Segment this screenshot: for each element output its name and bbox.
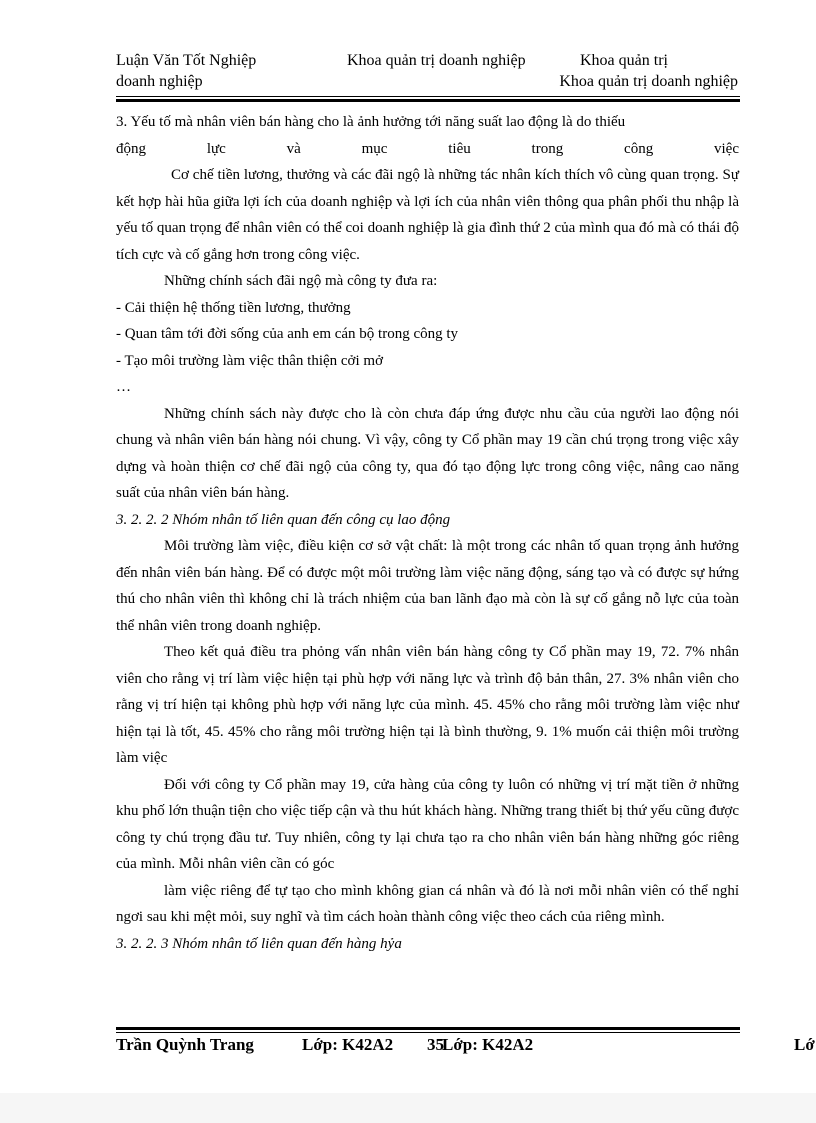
footer-class: Lớp: K42A2 <box>302 1035 394 1054</box>
paragraph-8: làm việc riêng để tự tạo cho mình không gian cá nhân và đó là nơi mỗi nhân viên có thể nghỉ ngơi sau khi mệt mỏi, suy nghĩ và tìm cách hoàn thành công việc theo cách của riêng mình. <box>116 882 739 925</box>
paragraph-1-line-b: động lực và mục tiêu trong công việc <box>116 140 739 157</box>
page-bottom-band <box>0 1093 816 1123</box>
paragraph-4: Những chính sách này được cho là còn chưa đáp ứng được nhu cầu của người lao động nói chung và nhân viên bán hàng nói chung. Vì vậy, công ty Cổ phần may 19 cần chú trọng trong việc xây dựng và hoàn thiện cơ chế đãi ngộ của công ty, qua đó tạo động lực trong công việc, nâng cao năng suất của nhân viên bán hàng. <box>116 405 739 501</box>
header-department-repeat: Khoa quản trị <box>580 52 668 69</box>
footer-class-cut: Lớ <box>794 1035 815 1054</box>
footer-rule-thick <box>116 1027 740 1030</box>
footer-rule-thin <box>116 1032 740 1033</box>
list-item-1: - Cải thiện hệ thống tiền lương, thưởng <box>116 299 351 316</box>
list-item-2: - Quan tâm tới đời sống của anh em cán bộ trong công ty <box>116 326 459 342</box>
footer-author: Trần Quỳnh Trang <box>116 1035 254 1054</box>
header-department-right: Khoa quản trị doanh nghiệp <box>559 73 738 90</box>
page-number: 35 <box>427 1035 444 1054</box>
document-body <box>116 109 739 957</box>
ellipsis: … <box>116 379 131 395</box>
paragraph-3: Những chính sách đãi ngộ mà công ty đưa ra: <box>164 273 438 289</box>
header-department: Khoa quản trị doanh nghiệp <box>347 52 526 69</box>
section-heading-3-2-2-2: 3. 2. 2. 2 Nhóm nhân tố liên quan đến công cụ lao động <box>116 511 451 528</box>
header-title-left: Luận Văn Tốt Nghiệp <box>116 52 257 69</box>
section-heading-3-2-2-3: 3. 2. 2. 3 Nhóm nhân tố liên quan đến hàng hỷa <box>116 935 402 952</box>
paragraph-1-line-a: 3. Yếu tố mà nhân viên bán hàng cho là ảnh hưởng tới năng suất lao động là do thiếu <box>116 114 626 130</box>
paragraph-5: Môi trường làm việc, điều kiện cơ sở vật chất: là một trong các nhân tố quan trọng ảnh hưởng đến nhân viên bán hàng. Để có được một môi trường làm việc năng động, sáng tạo và có được sự hứng thú cho nhân viên thì không chỉ là trách nhiệm của ban lãnh đạo mà còn là sự cố gắng nỗ lực của toàn thể nhân viên trong doanh nghiệp. <box>116 538 739 634</box>
footer-class-repeat: Lớp: K42A2 <box>442 1035 534 1054</box>
header-rule-thin <box>116 96 740 97</box>
paragraph-7: Đối với công ty Cổ phần may 19, cửa hàng của công ty luôn có những vị trí mặt tiền ở những khu phố lớn thuận tiện cho việc tiếp cận và thu hút khách hàng. Những trang thiết bị thứ yếu cũng được công ty chú trọng đầu tư. Tuy nhiên, công ty lại chưa tạo ra cho nhân viên bán hàng những góc riêng của mình. Mỗi nhân viên cần có góc <box>116 776 739 872</box>
paragraph-6: Theo kết quả điều tra phỏng vấn nhân viên bán hàng công ty Cổ phần may 19, 72. 7% nhân viên cho rằng vị trí làm việc hiện tại phù hợp với năng lực và trình độ bản thân, 27. 3% nhân viên cho rằng vị trí hiện tại không phù hợp với năng lực của mình. 45. 45% cho rằng môi trường làm việc như hiện tại là tốt, 45. 45% cho rằng môi trường hiện tại là bình thường, 9. 1% muốn cải thiện môi trường làm việc <box>116 644 739 766</box>
list-item-3: - Tạo môi trường làm việc thân thiện cởi mở <box>116 352 384 369</box>
paragraph-2: Cơ chế tiền lương, thưởng và các đãi ngộ là những tác nhân kích thích vô cùng quan trọng. Sự kết hợp hài hũa giữa lợi ích của doanh nghiệp và lợi ích của nhân viên thông qua phân phối thu nhập là yếu tố quan trọng để nhân viên có thể coi doanh nghiệp là gia đình thứ 2 của mình qua đó mà có thái độ tích cực và cố gắng hơn trong công việc. <box>116 167 739 263</box>
header-department-wrap: doanh nghiệp <box>116 73 203 90</box>
header-rule-thick <box>116 99 740 102</box>
